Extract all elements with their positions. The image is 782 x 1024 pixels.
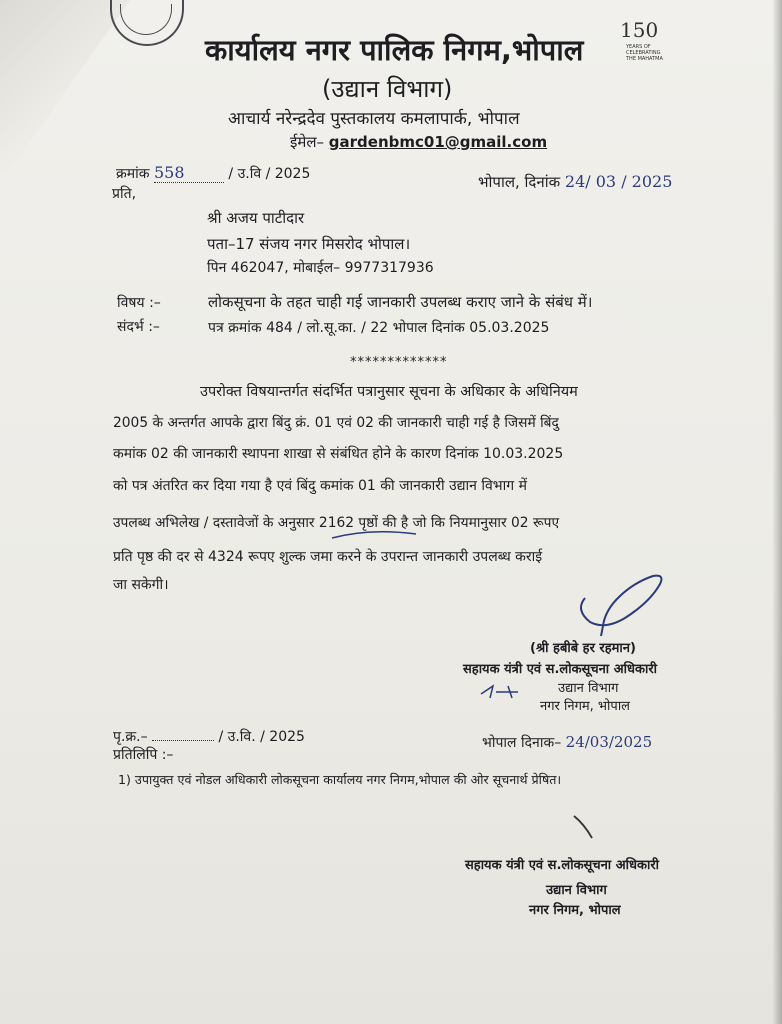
date-label: भोपाल, दिनांक <box>478 173 561 191</box>
body-line-6: प्रति पृष्ठ की दर से 4324 रूपए शुल्क जमा करने के उपरान्त जानकारी उपलब्ध कराई <box>113 549 543 565</box>
body-line-2: 2005 के अन्तर्गत आपके द्वारा बिंदु क्रं. 01 एवं 02 की जानकारी चाही गई है जिसमें बिंदु <box>113 415 559 431</box>
signatory-dept: उद्यान विभाग <box>558 681 619 696</box>
office-address: आचार्य नरेन्द्रदेव पुस्तकालय कमलापार्क, भोपाल <box>228 109 520 129</box>
body-line-7: जा सकेगी। <box>113 577 169 593</box>
gandhi-150-logo: 150 YEARS OF CELEBRATING THE MAHATMA <box>620 18 663 62</box>
copy-item-1: 1) उपायुक्त एवं नोडल अधिकारी लोकसूचना कार्यालय नगर निगम,भोपाल की ओर सूचनार्थ प्रेषित। <box>118 772 562 787</box>
email-label: ईमेल– <box>290 133 325 151</box>
letter-date <box>478 172 672 192</box>
email-line <box>290 132 547 152</box>
copy-ref-line <box>113 727 305 746</box>
recipient-address: पता–17 संजय नगर मिसरोद भोपाल। <box>207 235 411 253</box>
email-address: gardenbmc01@gmail.com <box>328 133 548 151</box>
copy-date-label: भोपाल दिनाक– <box>482 735 562 751</box>
subject-label: विषय :– <box>117 295 161 311</box>
prk-suffix: / उ.वि. / 2025 <box>218 729 305 745</box>
body-line-3: कमांक 02 की जानकारी स्थापना शाखा से संबंधित होने के कारण दिनांक 10.03.2025 <box>113 446 564 462</box>
prk-blank <box>152 740 214 741</box>
body-line-5: उपलब्ध अभिलेख / दस्तावेजों के अनुसार 2162 पृष्ठों की है जो कि नियमानुसार 02 रूपए <box>113 515 560 531</box>
body-line-4: को पत्र अंतरित कर दिया गया है एवं बिंदु कमांक 01 की जानकारी उद्यान विभाग में <box>113 478 527 494</box>
subject-text: लोकसूचना के तहत चाही गई जानकारी उपलब्ध कराए जाने के संबंध में। <box>208 293 593 311</box>
signatory-org: नगर निगम, भोपाल <box>540 699 630 714</box>
copy-date-value: 24/03/2025 <box>565 733 653 751</box>
pratilipi-label: प्रतिलिपि :– <box>113 747 174 763</box>
separator-stars: ************* <box>350 355 448 370</box>
kramank-line <box>116 163 310 183</box>
reference-label: संदर्भ :– <box>117 319 160 335</box>
initial-mark <box>478 682 528 702</box>
body-line-1: उपरोक्त विषयान्तर्गत संदर्भित पत्रानुसार सूचना के अधिकार के अधिनियम <box>200 384 578 400</box>
recipient-name: श्री अजय पाटीदार <box>207 209 305 227</box>
kramank-number: 558 <box>154 163 224 183</box>
kramank-suffix: / उ.वि / 2025 <box>228 166 311 182</box>
signatory-2-designation: सहायक यंत्री एवं स.लोकसूचना अधिकारी <box>465 858 660 873</box>
page-edge-shadow <box>772 0 782 1024</box>
recipient-pin-mobile: पिन 462047, मोबाईल– 9977317936 <box>207 260 434 276</box>
signatory-2-org: नगर निगम, भोपाल <box>529 903 621 918</box>
copy-date <box>482 733 652 752</box>
signatory-2-dept: उद्यान विभाग <box>546 883 607 898</box>
signatory-designation: सहायक यंत्री एवं स.लोकसूचना अधिकारी <box>463 662 658 677</box>
prk-label: पृ.क्र.– <box>113 729 148 745</box>
office-title: कार्यालय नगर पालिक निगम,भोपाल <box>205 33 584 67</box>
signature-1 <box>565 570 675 640</box>
signature-2 <box>570 812 600 842</box>
signatory-name: (श्री हबीबे हर रहमान) <box>530 641 636 656</box>
reference-text: पत्र क्रमांक 484 / लो.सू.का. / 22 भोपाल दिनांक 05.03.2025 <box>208 320 550 336</box>
prati-label: प्रति, <box>112 186 137 202</box>
date-value: 24/ 03 / 2025 <box>564 172 673 191</box>
handwritten-underline <box>330 528 420 542</box>
department-title: (उद्यान विभाग) <box>322 75 453 103</box>
kramank-label: क्रमांक <box>116 166 150 182</box>
